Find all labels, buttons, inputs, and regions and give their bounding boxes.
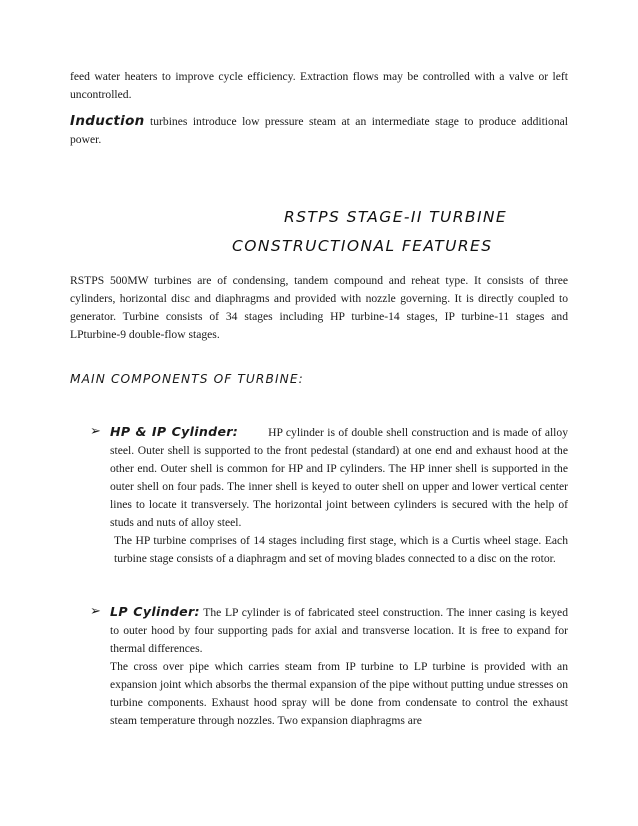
lp-intro-text: The LP cylinder is of fabricated steel construction. The inner casing is keyed to outer hood by four supporting pads for axial and transverse location. It is free to expand for thermal differences. xyxy=(110,606,568,655)
hp-intro-text: HP cylinder is of double shell construction and is made of alloy steel. Outer shell is supported to the front pedestal (standard) at one end and exhaust hood at the other end. Outer shell is common for HP and IP cylinders. The HP inner shell is supported in the outer shell on four pads. The inner shell is keyed to outer shell on upper and lower vertical center lines to locate it transversely. The horizontal joint between cylinders is secured with the help of studs and nuts of alloy steel. xyxy=(110,426,568,529)
title-line-2: CONSTRUCTIONAL FEATURES xyxy=(232,237,493,255)
induction-text: turbines introduce low pressure steam at an intermediate stage to produce additional power. xyxy=(70,115,568,146)
hp-intro xyxy=(110,423,568,532)
paragraph-induction xyxy=(70,112,568,149)
hp-heading: HP & IP Cylinder: xyxy=(110,424,239,439)
hp-ip-cylinder-section xyxy=(90,423,568,568)
bullet-arrow-icon: ➢ xyxy=(90,424,101,439)
lp-cylinder-section xyxy=(90,603,568,730)
title-line-1: RSTPS STAGE-II TURBINE xyxy=(284,208,508,226)
induction-term: Induction xyxy=(70,113,145,129)
lp-intro xyxy=(110,603,568,658)
bullet-arrow-icon: ➢ xyxy=(90,604,101,619)
hp-para-2: The HP turbine comprises of 14 stages including first stage, which is a Curtis wheel stage. Each turbine stage consists of a diaphragm and set of moving blades connected to a disc on the rotor. xyxy=(114,534,568,565)
paragraph-overview: RSTPS 500MW turbines are of condensing, tandem compound and reheat type. It consists of three cylinders, horizontal disc and diaphragms and provided with nozzle governing. It is directly coupled to generator. Turbine consists of 34 stages including HP turbine-14 stages, IP turbine-11 stages and LPturbine-9 double-flow stages. xyxy=(70,274,568,341)
lp-heading: LP Cylinder: xyxy=(110,604,200,619)
main-components-heading: MAIN COMPONENTS OF TURBINE: xyxy=(70,372,304,386)
lp-para-2: The cross over pipe which carries steam from IP turbine to LP turbine is provided with an expansion joint which absorbs the thermal expansion of the pipe without putting undue stresses on turbine components. Exhaust hood spray will be done from condensate to control the exhaust steam temperature through nozzles. Two expansion diaphragms are xyxy=(110,660,568,727)
paragraph-extraction: feed water heaters to improve cycle efficiency. Extraction flows may be controlled with a valve or left uncontrolled. xyxy=(70,70,568,101)
